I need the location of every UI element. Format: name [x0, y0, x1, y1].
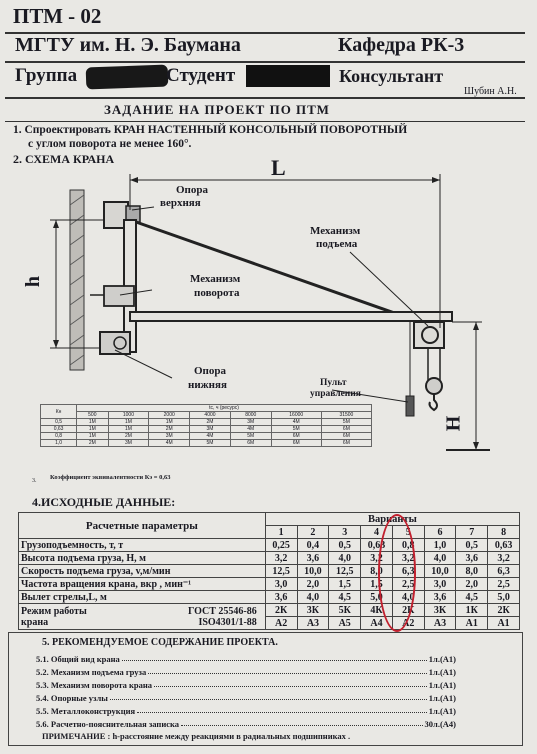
title-rule [5, 121, 525, 122]
mode-label-2: крана [21, 616, 49, 628]
param-value: 0,5 [456, 539, 488, 552]
recommended-item [36, 706, 456, 716]
variant-number: 8 [488, 526, 520, 539]
iso-mode-value: А1 [456, 617, 488, 630]
recommended-item-text: 5.4. Опорные узлы [36, 693, 108, 703]
duty-group-cell: 1М [108, 426, 149, 433]
redacted-student [246, 65, 330, 87]
gost-mode-value: 1К [456, 604, 488, 617]
iso-mode-value: А2 [392, 617, 424, 630]
param-value: 0,25 [265, 539, 297, 552]
k-table-row [41, 433, 372, 440]
scheme-heading: 2. СХЕМА КРАНА [13, 152, 115, 166]
duty-group-cell: 2М [149, 426, 190, 433]
recommended-item [36, 667, 456, 677]
param-name: Грузоподъемность, т, т [19, 539, 266, 552]
group-label: Группа [15, 65, 78, 86]
label-support-top [160, 184, 208, 210]
gost-mode-value: 2К [488, 604, 520, 617]
duty-group-cell: 4М [271, 419, 321, 426]
variant-number: 5 [392, 526, 424, 539]
recommended-item-text: 5.2. Механизм подъема груза [36, 667, 147, 677]
gost-mode-value: 5К [329, 604, 361, 617]
duty-group-cell: 4М [230, 426, 271, 433]
label-h: h [22, 275, 45, 288]
k-table-row [41, 419, 372, 426]
duty-group-cell: 4М [190, 433, 231, 440]
iso-mode-value: А5 [329, 617, 361, 630]
param-value: 3,6 [424, 591, 456, 604]
duty-group-cell: 5М [321, 419, 371, 426]
gost-label: ГОСТ 25546-86 [188, 605, 257, 617]
cycles-value: 31500 [321, 412, 371, 419]
duty-group-cell: 6М [321, 440, 371, 447]
recommended-item-sheets: 1л.(А1) [428, 680, 456, 690]
hoist-mechanism-line1: Механизм [310, 225, 361, 237]
param-value: 0,63 [361, 539, 393, 552]
k-value: 0,5 [41, 419, 77, 426]
leader-dots [154, 680, 427, 687]
duty-group-cell: 1М [77, 419, 108, 426]
duty-group-cell: 2М [108, 433, 149, 440]
variant-5-highlight [378, 514, 416, 632]
note: ПРИМЕЧАНИЕ : h-расстояние между реакциями в радиальных подшипниках . [42, 731, 351, 741]
student-label: Студент [166, 65, 236, 86]
leader-dots [122, 654, 427, 661]
param-value: 3,6 [265, 591, 297, 604]
duty-class-table [40, 404, 372, 447]
param-value: 12,5 [265, 565, 297, 578]
assignment-title: ЗАДАНИЕ НА ПРОЕКТ ПО ПТМ [104, 102, 330, 117]
recommended-item-text: 5.1. Общий вид крана [36, 654, 120, 664]
param-value: 12,5 [329, 565, 361, 578]
recommended-item-sheets: 1л.(А1) [428, 706, 456, 716]
duty-group-cell: 6М [271, 440, 321, 447]
duty-group-cell: 2М [77, 440, 108, 447]
leader-dots [110, 693, 427, 700]
recommended-item-sheets: 1л.(А1) [428, 654, 456, 664]
param-value: 10,0 [297, 565, 329, 578]
label-pendant [310, 378, 361, 400]
boom-beam [130, 312, 452, 321]
param-row [19, 552, 520, 565]
iso-mode-value: А4 [361, 617, 393, 630]
support-top-line2: верхняя [160, 197, 201, 209]
param-row [19, 578, 520, 591]
recommended-item-text: 5.3. Механизм поворота крана [36, 680, 153, 690]
param-value: 0,8 [392, 539, 424, 552]
label-hoist-mechanism [310, 225, 360, 251]
duty-group-cell: 3М [149, 433, 190, 440]
variants-header: Варианты [265, 513, 519, 526]
param-value: 6,3 [488, 565, 520, 578]
cycles-value: 8000 [230, 412, 271, 419]
gost-mode-value: 3К [297, 604, 329, 617]
consultant-label: Консультант [339, 66, 444, 86]
footnote-number: 3. [32, 478, 37, 484]
hook-block [426, 378, 442, 394]
gost-mode-value: 2К [392, 604, 424, 617]
param-value: 6,3 [392, 565, 424, 578]
param-value: 5,0 [361, 591, 393, 604]
duty-group-cell: 3М [230, 419, 271, 426]
param-value: 0,5 [329, 539, 361, 552]
variant-number: 4 [361, 526, 393, 539]
param-value: 4,0 [424, 552, 456, 565]
slew-mechanism-line1: Механизм [190, 273, 241, 285]
iso-mode-value: А3 [297, 617, 329, 630]
k-value: 1,0 [41, 440, 77, 447]
duty-group-cell: 6М [321, 426, 371, 433]
duty-group-cell: 1М [149, 419, 190, 426]
recommended-list [36, 654, 456, 734]
param-value: 4,5 [456, 591, 488, 604]
param-value: 3,6 [456, 552, 488, 565]
task-line-2: с углом поворота не менее 160°. [28, 138, 192, 150]
param-value: 1,5 [361, 578, 393, 591]
recommended-item-sheets: 1л.(А1) [428, 667, 456, 677]
cycles-value: 16000 [271, 412, 321, 419]
support-bottom-line2: нижняя [188, 379, 227, 391]
doc-code: ПТМ - 02 [13, 4, 102, 28]
duty-group-cell: 6М [230, 440, 271, 447]
param-name: Частота вращения крана, вкр , мин⁻¹ [19, 578, 266, 591]
param-value: 2,5 [392, 578, 424, 591]
variant-number: 3 [329, 526, 361, 539]
duty-group-cell: 3М [190, 426, 231, 433]
recommended-item [36, 654, 456, 664]
param-value: 4,0 [392, 591, 424, 604]
label-H: H [442, 415, 465, 432]
gost-mode-value: 4К [361, 604, 393, 617]
label-L: L [271, 155, 286, 180]
university-name: МГТУ им. Н. Э. Баумана [15, 34, 241, 56]
param-row [19, 565, 520, 578]
params-table [18, 512, 520, 630]
param-value: 3,2 [488, 552, 520, 565]
variant-number: 1 [265, 526, 297, 539]
cycles-value: 2000 [149, 412, 190, 419]
k-table-row [41, 440, 372, 447]
department-name: Кафедра РК-3 [338, 34, 465, 56]
param-value: 3,6 [297, 552, 329, 565]
leader-dots [148, 667, 427, 674]
param-value: 3,2 [265, 552, 297, 565]
mode-label-1: Режим работы [21, 605, 87, 617]
recommended-item [36, 693, 456, 703]
duty-group-cell: 5М [190, 440, 231, 447]
redacted-group [86, 65, 169, 90]
params-header: Расчетные параметры [19, 513, 266, 539]
cycles-header: tc, ч (ресурс) [77, 405, 372, 412]
param-value: 8,0 [456, 565, 488, 578]
label-slew-mechanism [190, 272, 240, 300]
consultant-name: Шубин А.Н. [464, 86, 517, 97]
k-header: Кн [41, 405, 77, 419]
recommended-item [36, 680, 456, 690]
param-row [19, 539, 520, 552]
duty-group-cell: 2М [190, 419, 231, 426]
gost-mode-value: 3К [424, 604, 456, 617]
param-name: Высота подъема груза, Н, м [19, 552, 266, 565]
slew-mechanism-line2: поворота [194, 287, 240, 299]
initial-data-heading: 4.ИСХОДНЫЕ ДАННЫЕ: [32, 495, 176, 509]
pendant-line2: управления [310, 389, 361, 399]
duty-group-cell: 3М [108, 440, 149, 447]
k-table-row [41, 426, 372, 433]
param-value: 0,63 [488, 539, 520, 552]
param-value: 0,4 [297, 539, 329, 552]
param-name: Вылет стрелы,L, м [19, 591, 266, 604]
support-top-line1: Опора [176, 184, 209, 196]
boom-stay [136, 222, 420, 322]
hoist-mechanism-line2: подъема [316, 238, 358, 250]
param-value: 4,0 [329, 552, 361, 565]
param-value: 8,0 [361, 565, 393, 578]
duty-group-cell: 5М [230, 433, 271, 440]
param-value: 2,0 [456, 578, 488, 591]
leader-dots [181, 719, 423, 726]
k-value: 0,63 [41, 426, 77, 433]
cycles-value: 1000 [108, 412, 149, 419]
recommended-item-sheets: 1л.(А1) [428, 693, 456, 703]
cycles-value: 500 [77, 412, 108, 419]
iso-mode-value: А3 [424, 617, 456, 630]
pendant-line1: Пульт [320, 378, 347, 388]
iso-mode-value: А2 [265, 617, 297, 630]
task-line-1: 1. Спроектировать КРАН НАСТЕННЫЙ КОНСОЛЬНЫЙ ПОВОРОТНЫЙ [13, 124, 408, 136]
variant-number: 2 [297, 526, 329, 539]
equivalence-coefficient: Коэффициент эквивалентности Кэ = 0,63 [50, 474, 171, 481]
param-value: 10,0 [424, 565, 456, 578]
duty-group-cell: 6М [321, 433, 371, 440]
iso-mode-value: А1 [488, 617, 520, 630]
param-value: 1,5 [329, 578, 361, 591]
param-value: 2,0 [297, 578, 329, 591]
recommended-heading: 5. РЕКОМЕНДУЕМОЕ СОДЕРЖАНИЕ ПРОЕКТА. [42, 637, 278, 648]
recommended-item-text: 5.5. Металлоконструкция [36, 706, 136, 716]
param-value: 4,5 [329, 591, 361, 604]
pendant-box [406, 396, 414, 416]
recommended-item-text: 5.6. Расчетно-пояснительная записка [36, 719, 180, 729]
param-value: 3,0 [424, 578, 456, 591]
mode-label-cell [19, 604, 266, 630]
param-value: 2,5 [488, 578, 520, 591]
param-value: 3,0 [265, 578, 297, 591]
gost-mode-value: 2К [265, 604, 297, 617]
param-value: 1,0 [424, 539, 456, 552]
param-value: 3,2 [392, 552, 424, 565]
header-rule-3 [5, 97, 525, 99]
slew-drive-box [104, 286, 134, 306]
param-value: 3,2 [361, 552, 393, 565]
param-name: Скорость подъема груза, v,м/мин [19, 565, 266, 578]
variant-number: 6 [424, 526, 456, 539]
support-bottom-line1: Опора [194, 365, 227, 377]
recommended-item-sheets: 30л.(А4) [424, 719, 456, 729]
duty-group-cell: 5М [271, 426, 321, 433]
param-value: 5,0 [488, 591, 520, 604]
param-row [19, 591, 520, 604]
duty-group-cell: 1М [77, 433, 108, 440]
duty-group-cell: 4М [149, 440, 190, 447]
header-rule-2 [5, 61, 525, 63]
param-value: 4,0 [297, 591, 329, 604]
hook-icon [430, 394, 438, 410]
iso-label: ISO4301/1-88 [198, 616, 257, 628]
duty-group-cell: 1М [108, 419, 149, 426]
duty-group-cell: 1М [77, 426, 108, 433]
variant-number: 7 [456, 526, 488, 539]
duty-group-cell: 6М [271, 433, 321, 440]
k-value: 0,8 [41, 433, 77, 440]
leader-dots [137, 706, 427, 713]
cycles-value: 4000 [190, 412, 231, 419]
recommended-item [36, 719, 456, 729]
label-support-bottom [188, 364, 227, 392]
